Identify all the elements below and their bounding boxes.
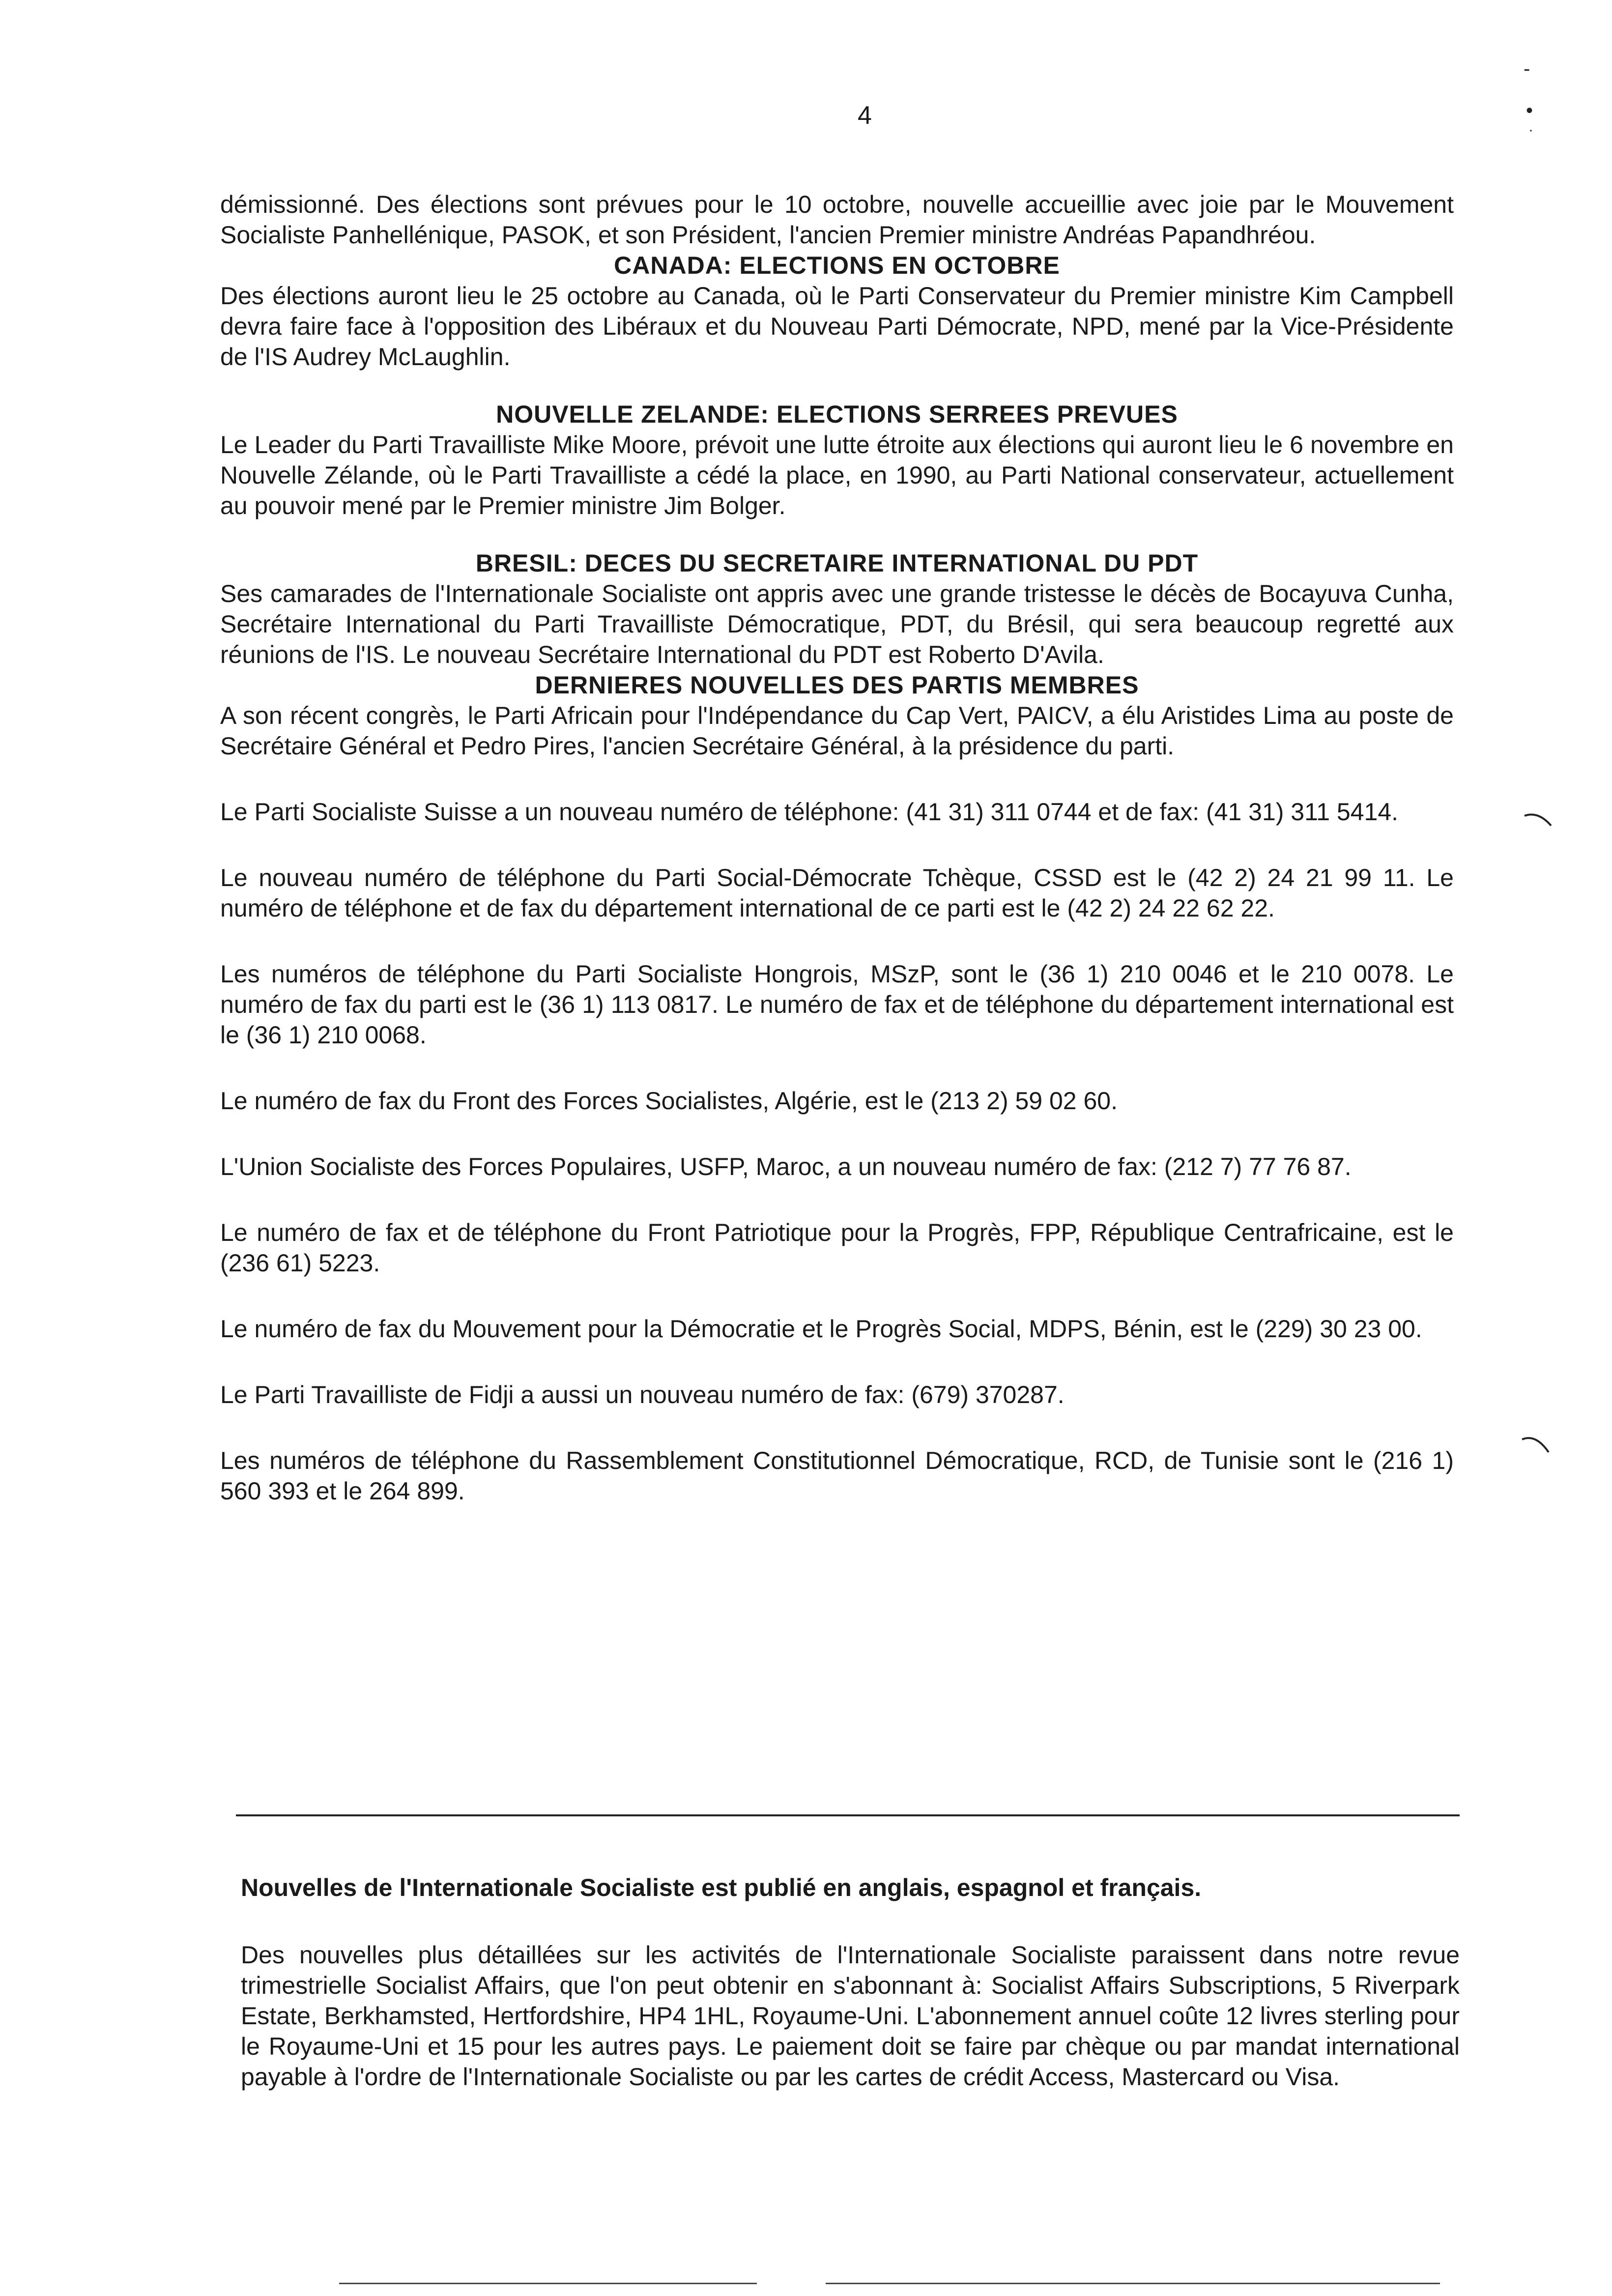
- scan-mark-dot: •: [1526, 100, 1533, 121]
- section-body: Ses camarades de l'Internationale Socialiste ont appris avec une grande tristesse le décès de Bocayuva Cunha, Secrétaire International du Parti Travailliste Démocratique, PDT, du Brésil, qui sera beaucoup regretté aux réunions de l'IS. Le nouveau Secrétaire International du PDT est Roberto D'Avila.: [220, 580, 1454, 668]
- list-item: Les numéros de téléphone du Parti Socialiste Hongrois, MSzP, sont le (36 1) 210 0046 et le 210 0078. Le numéro de fax du parti est le (36 1) 113 0817. Le numéro de fax et de téléphone du département international est le (36 1) 210 0068.: [220, 960, 1454, 1049]
- list-item: A son récent congrès, le Parti Africain pour l'Indépendance du Cap Vert, PAICV, a élu Aristides Lima au poste de Secrétaire Général et Pedro Pires, l'ancien Secrétaire Général, à la présidence du parti.: [220, 702, 1454, 760]
- scan-mark-dot: ·: [1528, 122, 1533, 138]
- scan-mark-top: -: [1524, 58, 1530, 80]
- horizontal-divider: [236, 1814, 1460, 1816]
- intro-paragraph: démissionné. Des élections sont prévues pour le 10 octobre, nouvelle accueillie avec joie par le Mouvement Socialiste Panhellénique, PASOK, et son Président, l'ancien Premier ministre Andréas Papandhréou.: [220, 191, 1454, 249]
- section-body: Le Leader du Parti Travailliste Mike Moore, prévoit une lutte étroite aux élections qui auront lieu le 6 novembre en Nouvelle Zélande, où le Parti Travailliste a cédé la place, en 1990, au Parti National conservateur, actuellement au pouvoir mené par le Premier ministre Jim Bolger.: [220, 431, 1454, 519]
- list-item: Le nouveau numéro de téléphone du Parti Social-Démocrate Tchèque, CSSD est le (42 2) 24 21 99 11. Le numéro de téléphone et de fax du département international de ce parti est le (42 2) 24 22 62 22.: [220, 864, 1454, 922]
- list-item: Le Parti Travailliste de Fidji a aussi un nouveau numéro de fax: (679) 370287.: [220, 1381, 1065, 1408]
- member-news-list: [220, 700, 1454, 1506]
- section-heading: BRESIL: DECES DU SECRETAIRE INTERNATIONAL DU PDT: [475, 549, 1199, 577]
- list-item: Le numéro de fax du Mouvement pour la Démocratie et le Progrès Social, MDPS, Bénin, est le (229) 30 23 00.: [220, 1315, 1422, 1343]
- section-heading: CANADA: ELECTIONS EN OCTOBRE: [614, 252, 1060, 279]
- margin-tick-mark: [1524, 811, 1553, 831]
- list-item: Le numéro de fax du Front des Forces Socialistes, Algérie, est le (213 2) 59 02 60.: [220, 1087, 1118, 1115]
- list-item: Le Parti Socialiste Suisse a un nouveau numéro de téléphone: (41 31) 311 0744 et de fax: (41 31) 311 5414.: [220, 798, 1399, 826]
- list-item: L'Union Socialiste des Forces Populaires, USFP, Maroc, a un nouveau numéro de fax: (212 7) 77 76 87.: [220, 1153, 1352, 1180]
- list-item: Les numéros de téléphone du Rassemblement Constitutionnel Démocratique, RCD, de Tunisie sont le (216 1) 560 393 et le 264 899.: [220, 1447, 1454, 1505]
- list-item: Le numéro de fax et de téléphone du Front Patriotique pour la Progrès, FPP, République Centrafricaine, est le (236 61) 5223.: [220, 1219, 1454, 1277]
- margin-tick-mark: [1521, 1433, 1551, 1457]
- section-canada: [220, 250, 1454, 372]
- publication-title: Nouvelles de l'Internationale Socialiste est publié en anglais, espagnol et français.: [241, 1874, 1202, 1901]
- publication-body: Des nouvelles plus détaillées sur les activités de l'Internationale Socialiste paraissent dans notre revue trimestrielle Socialist Affairs, que l'on peut obtenir en s'abonnant à: Socialist Affairs Subscriptions, 5 Riverpark Estate, Berkhamsted, Hertfordshire, HP4 1HL, Royaume-Uni. L'abonnement annuel coûte 12 livres sterling pour le Royaume-Uni et 15 pour les autres pays. Le paiement doit se faire par chèque ou par mandat international payable à l'ordre de l'Internationale Socialiste ou par les cartes de crédit Access, Mastercard ou Visa.: [241, 1941, 1460, 2091]
- scan-edge-line: [826, 2283, 1440, 2284]
- document-body: [220, 189, 1454, 1542]
- section-new-zealand: [220, 399, 1454, 521]
- scan-edge-line: [339, 2283, 757, 2284]
- section-body: Des élections auront lieu le 25 octobre au Canada, où le Parti Conservateur du Premier ministre Kim Campbell devra faire face à l'opposition des Libéraux et du Nouveau Parti Démocrate, NPD, mené par la Vice-Présidente de l'IS Audrey McLaughlin.: [220, 282, 1454, 371]
- section-heading: NOUVELLE ZELANDE: ELECTIONS SERREES PREVUES: [496, 401, 1178, 428]
- section-brazil: [220, 548, 1454, 670]
- page-number: 4: [858, 101, 872, 130]
- publication-note: [241, 1872, 1460, 2092]
- members-heading: DERNIERES NOUVELLES DES PARTIS MEMBRES: [535, 671, 1139, 699]
